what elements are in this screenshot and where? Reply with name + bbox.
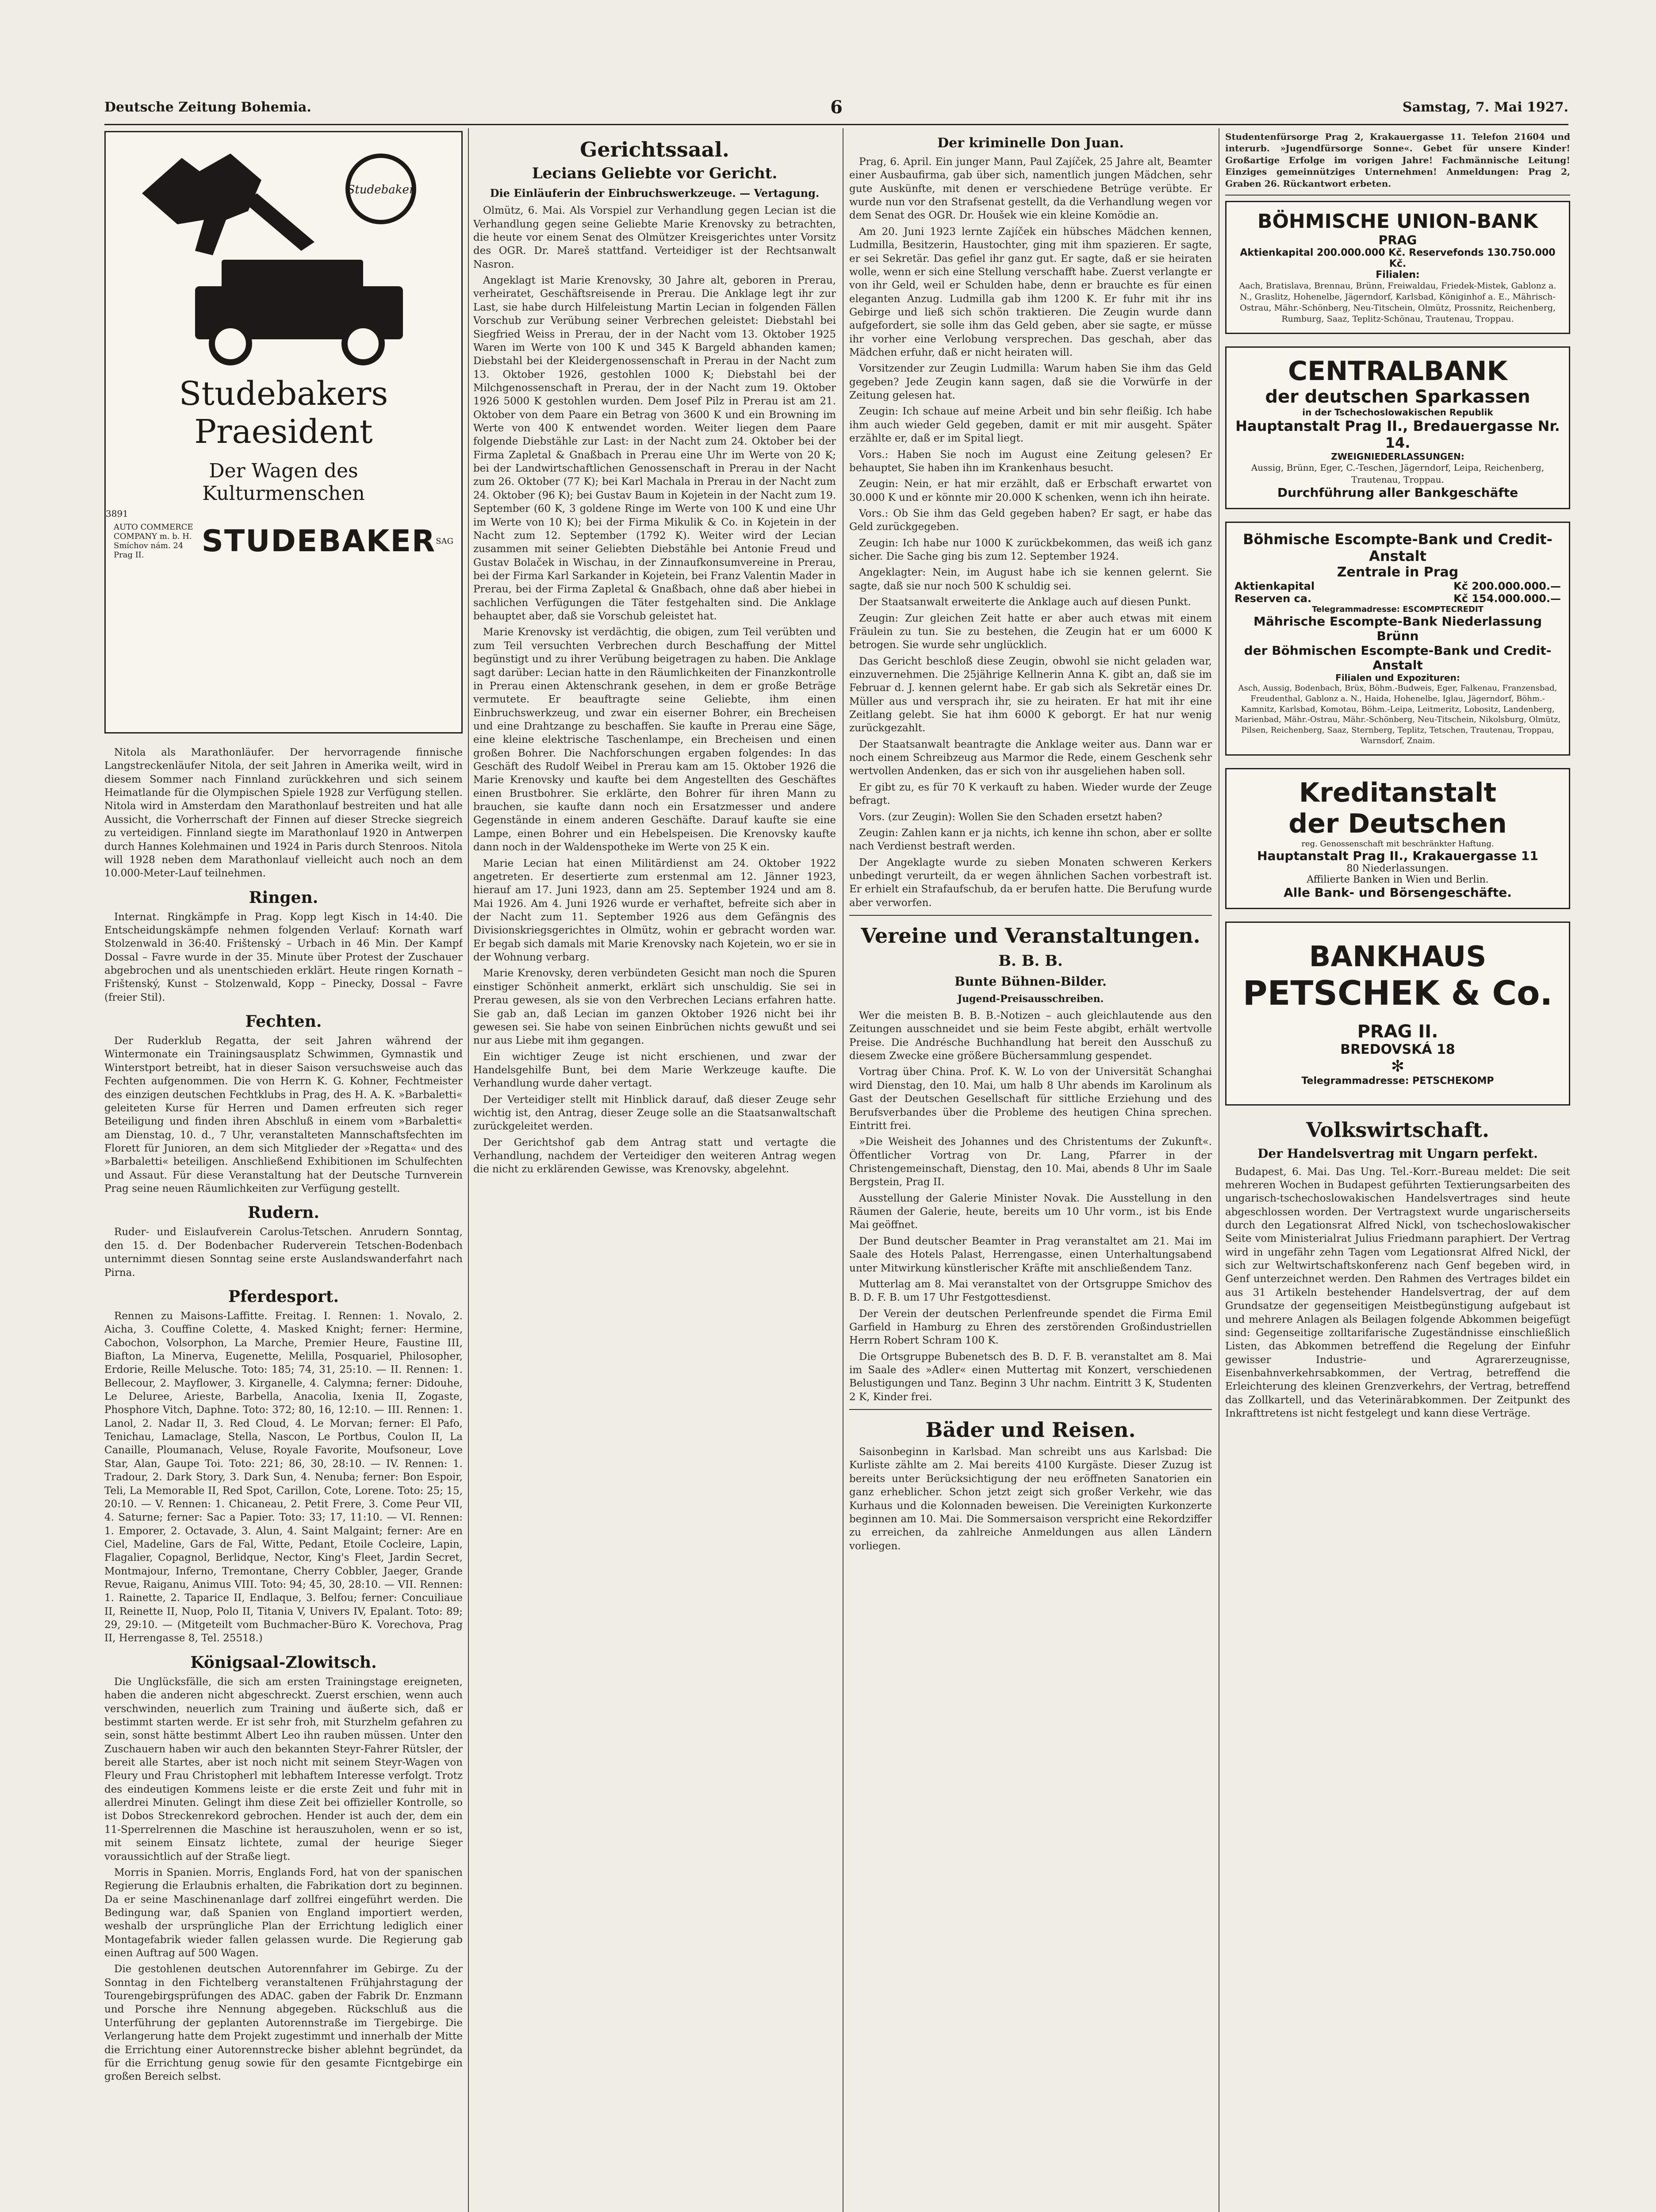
newspaper-name: Deutsche Zeitung Bohemia. bbox=[104, 99, 311, 115]
ad-slogan-line2: Kulturmenschen bbox=[202, 482, 365, 505]
paragraph: Mutterlag am 8. Mai veranstaltet von der Ortsgruppe Smichov des B. D. F. B. um 17 Uhr Festgottesdienst. bbox=[849, 1278, 1212, 1304]
paragraph: Budapest, 6. Mai. Das Ung. Tel.-Korr.-Bureau meldet: Die seit mehreren Wochen in Budapest geführten Textierungsarbeiten des ungarisch-tschechoslowakischen Handelsvertrages sind heute abgeschlossen worden. Der Vertragstext wurde ungarischerseits durch den Legationsrat Alfred Nickl, von tschechoslowakischer Seite vom Ministerialrat Julius Friedmann paraphiert. Der Vertrag wird in ungefähr zehn Tagen vom Legationsrat Alfred Nickl, der sich zur Weltwirtschaftskonferenz nach Genf begeben wird, in Genf unterzeichnet werden. Den Rahmen des Vertrages bildet ein aus 31 Artikeln bestehender Handelsvertrag, der auf dem Grundsatze der gegenseitigen Meistbegünstigung aufgebaut ist und mehrere Anlagen als Beilagen folgende Abkommen beigefügt sind: Gegenseitige zolltarifarische Zugeständnisse einschließlich Listen, das Abkommen betreffend die Regelung der Einfuhr gewisser Industrie- und Agrarerzeugnisse, Eisenbahnverkehrsabkommen, der Vertrag, betreffend die Erleichterung des kleinen Grenzverkehrs, der Vertrag, betreffend das Zollkartell, und das Veterinärabkommen. Der Zeitpunkt des Inkrafttretens ist nicht festgelegt und kann diese Verträge. bbox=[1225, 1166, 1570, 1420]
subheading: B. B. B. bbox=[998, 952, 1063, 970]
column-1 bbox=[104, 131, 463, 2212]
paragraph: Er gibt zu, es für 70 K verkauft zu haben. Wieder wurde der Zeuge befragt. bbox=[849, 781, 1212, 807]
article-body bbox=[849, 155, 1212, 910]
paragraph: Ein wichtiger Zeuge ist nicht erschienen, und zwar der Handelsgehilfe Bunt, bei dem Marie Werkzeuge kaufte. Die Verhandlung wurde daher vertagt. bbox=[473, 1051, 836, 1090]
paragraph: Das Gericht beschloß diese Zeugin, obwohl sie nicht geladen war, einzuvernehmen. Die 25jährige Kellnerin Anna K. gibt an, daß sie im Februar d. J. kennen gelernt habe. Er gab sich als Sekretär eines Dr. Müller aus und versprach ihr, sie zu heiraten. Er hat mit ihr eine Zeitlang gelebt. Sie hat ihm 6000 K geborgt. Er hat nur wenig zurückgezahlt. bbox=[849, 655, 1212, 734]
escompte-brno2: der Böhmischen Escompte-Bank und Credit-Anstalt bbox=[1244, 643, 1552, 673]
article-subheadline: Die Einläuferin der Einbruchswerkzeuge. — Vertagung. bbox=[490, 187, 820, 200]
kreditanstalt-aff: Affilierte Banken in Wien und Berlin. bbox=[1307, 874, 1489, 885]
union-bank-city: PRAG bbox=[1378, 232, 1417, 247]
column-3 bbox=[849, 131, 1212, 2212]
escompte-reserve-value: Kč 154.000.000.— bbox=[1453, 592, 1561, 605]
escompte-capital-value: Kč 200.000.000.— bbox=[1453, 580, 1561, 593]
union-bank-capital: Aktienkapital 200.000.000 Kč. Reservefonds 130.750.000 Kč. bbox=[1240, 247, 1556, 269]
subheading: Bunte Bühnen-Bilder. bbox=[954, 974, 1107, 989]
section-heading-baeder: Bäder und Reisen. bbox=[925, 1418, 1136, 1442]
article-pferdesport: Rennen zu Maisons-Laffitte. Freitag. I. Rennen: 1. Novalo, 2. Aicha, 3. Couffine Colette, 4. Masked Knight; ferner: Hermine, Cabochon, Volsorphon, La Marche, Premier Heure, Faustine III, Biafton, La Minerva, Eugenette, Melilla, Posquariel, Philosopher, Erdorie, Reille Melusche. Toto: 185; 74, 31, 25:10. — II. Rennen: 1. Bellecour, 2. Mayflower, 3. Kirganelle, 4. Calymna; ferner: Didouhe, Le Deluree, Arieste, Barbella, Anacolia, Ixenia II, Zogaste, Phosphore Vitch, Daphne. Toto: 372; 80, 16, 12:10. — III. Rennen: 1. Lanol, 2. Nadar II, 3. Red Cloud, 4. Le Morvan; ferner: El Pafo, Tenichau, Lamaclage, Stella, Nascon, Le Portbus, Coulon II, La Canaille, Ploumanach, Veluse, Royale Favorite, Moufsoneur, Love Star, Alan, Gaupe Toi. Toto: 221; 86, 30, 28:10. — IV. Rennen: 1. Tradour, 2. Dark Story, 3. Dark Sun, 4. Nenuba; ferner: Bon Espoir, Teli, La Memorable II, Red Spot, Carillon, Cote, Lorene. Toto: 25; 15, 20:10. — V. Rennen: 1. Chicaneau, 2. Petit Frere, 3. Come Peur VII, 4. Saturne; ferner: Sac a Papier. Toto: 33; 17, 11:10. — VI. Rennen: 1. Emporer, 2. Octavade, 3. Alun, 4. Saint Malgaint; ferner: Are en Ciel, Madeline, Gars de Fal, Witte, Pedant, Etoile Cocleire, Lapin, Flagalier, Copagnol, Berlidque, Nector, King's Fleet, Jardin Secret, Montmajour, Inferno, Tremontane, Cherry Cobbler, Jaeger, Grande Revue, Raiganu, Animus VIII. Toto: 94; 45, 30, 28:10. — VII. Rennen: 1. Rainette, 2. Taparice II, Endlaque, 3. Belfou; ferner: Concuiliaue II, Reinette II, Nuop, Polo II, Titania V, Univers IV, Epalant. Toto: 89; 29, 29:10. — (Mitgeteilt vom Buchmacher-Büro K. Vorechova, Prag II, Herrengasse 8, Tel. 25518.) bbox=[104, 1310, 463, 1644]
header-rule bbox=[104, 124, 1568, 125]
escompte-zentrale: Zentrale in Prag bbox=[1337, 565, 1459, 580]
kreditanstalt-ad bbox=[1225, 768, 1570, 909]
kreditanstalt-main: Hauptanstalt Prag II., Krakauergasse 11 bbox=[1257, 848, 1538, 863]
ad-title-line1: Studebakers bbox=[179, 375, 388, 413]
article-koenigsaal: Die Unglücksfälle, die sich am ersten Trainingstage ereigneten, haben die anderen nicht abgeschreckt. Zuerst erschien, wenn auch verschwinden, neuerlich zum Training und äußerte sich, daß er bestimmt starten werde. Er ist sehr froh, mit Sturzhelm gefahren zu sein, sonst hätte bestimmt Albert Leo ihn rauben müssen. Unter den Zuschauern haben wir auch den bekannten Steyr-Fahrer Rütsler, der bereit alle Startes, aber ist noch nicht mit seinem Steyr-Wagen von Fleury und Frau Christopherl mit lebhaftem Interesse verfolgt. Trotz des eindeutigen Kommens leiste er die erste Zeit und fuhr mit in allerdrei Minuten. Gelingt ihm diese Zeit bei offizieller Kontrolle, so ist Dobos Streckenrekord gebrochen. Hender ist auch der, dem ein 11-Sperrelrennen die Maschine ist herauszuholen, wenn er so ist, mit seinem Einsatz lichtete, zumal der heurige Sieger voraussichtlich auf der Straße liegt. bbox=[104, 1676, 463, 1863]
centralbank-footer: Durchführung aller Bankgeschäfte bbox=[1277, 485, 1518, 500]
centralbank-ad bbox=[1225, 346, 1570, 509]
article-autorennen: Die gestohlenen deutschen Autorennfahrer im Gebirge. Zu der Sonntag in den Fichtelberg veranstaltenen Frühjahrstagung der Tourengebirgsprüfungen des ADAC. gaben der Fabrik Dr. Enzmann und Porsche ihre Nennung abgegeben. Rückschluß aus die Unterführung der geplanten Autorennstraße im Tiergebirge. Die Verlangerung hatte dem Projekt zugestimmt und innerhalb der Mitte die Errichtung einer Autorennstrecke bisher ablehnt begründet, da für die Errichtung genug sowie für den gesamte Ficntgebirge ein großen Bereich selbst. bbox=[104, 1963, 463, 2083]
article-nitola: Nitola als Marathonläufer. Der hervorragende finnische Langstreckenläufer Nitola, der seit Jahren in Amerika weilt, wird in diesem Sommer nach Finnland zurückkehren und sich seinem Heimatlande für die Olympischen Spiele 1928 zur Verfügung stellen. Nitola wird in Amsterdam den Marathonlauf bestreiten und hat alle Aussicht, die Vorherrschaft der Finnen auf dieser Strecke siegreich zu verteidigen. Finnland siegte im Marathonlauf 1920 in Antwerpen durch Hannes Kolehmainen und 1924 in Paris durch Stenroos. Nitola will 1928 neben dem Marathonlauf vielleicht auch noch an dem 10.000-Meter-Lauf teilnehmen. bbox=[104, 747, 463, 879]
escompte-bank-ad bbox=[1225, 522, 1570, 756]
kreditanstalt-reg: reg. Genossenschaft mit beschränkter Haftung. bbox=[1301, 839, 1494, 849]
centralbank-cities: Aussig, Brünn, Eger, C.-Teschen, Jägerndorf, Leipa, Reichenberg, Trautenau, Troppau. bbox=[1251, 462, 1545, 485]
paragraph: Vors.: Ob Sie ihm das Geld gegeben haben? Er sagt, er habe das Geld zurückgegeben. bbox=[849, 507, 1212, 533]
petschek-telegram: Telegrammadresse: PETSCHEKOMP bbox=[1301, 1075, 1494, 1087]
issue-date: Samstag, 7. Mai 1927. bbox=[1402, 99, 1568, 115]
paragraph: Am 20. Juni 1923 lernte Zajíček ein hübsches Mädchen kennen, Ludmilla, Besitzerin, Haustochter, ging mit ihm spazieren. Er sagte, er sei Sekretär. Das gefiel ihr ganz gut. Er sagte, daß er sie heiraten wolle, wenn er sich eine Stellung verschafft habe. Zuerst verlangte er von ihr Geld, weil er Schulden habe, denn er brauchte es für einen eleganten Anzug. Ludmilla gab ihm 1200 K. Er fuhr mit ihr ins Gebirge und ließ sich schön traktieren. Die Zeugin wurde dann aufgefordert, sie solle ihm das Geld geben, aber sie sagte, er müsse ihr vorher eine Verlobung versprechen. Das geschah, aber das Mädchen erfuhr, daß er nicht heiraten will. bbox=[849, 226, 1212, 359]
paragraph: Zeugin: Ich habe nur 1000 K zurückbekommen, das weiß ich ganz sicher. Die Sache ging bis zum 12. September 1924. bbox=[849, 537, 1212, 563]
article-body bbox=[473, 204, 836, 1176]
escompte-brno1: Mährische Escompte-Bank Niederlassung Brünn bbox=[1253, 614, 1542, 644]
section-heading: Pferdesport. bbox=[228, 1287, 339, 1306]
section-heading: Königsaal-Zlowitsch. bbox=[190, 1653, 377, 1672]
ad-slogan-line1: Der Wagen des bbox=[209, 460, 358, 482]
paragraph: Vors.: Haben Sie noch im August eine Zeitung gelesen? Er behauptet, Sie haben ihn im Krankenhaus besucht. bbox=[849, 449, 1212, 474]
escompte-title: Böhmische Escompte-Bank und Credit-Anstalt bbox=[1243, 531, 1552, 565]
divider bbox=[849, 1409, 1212, 1410]
divider bbox=[849, 915, 1212, 916]
paragraph: Der Staatsanwalt erweiterte die Anklage auch auf diesen Punkt. bbox=[859, 596, 1191, 608]
paragraph: Wer die meisten B. B. B.-Notizen – auch gleichlautende aus den Zeitungen ausschneidet und sie beim Feste abgibt, erhält wertvolle Preise. Die Andrésche Buchhandlung hat bereit den Ausschuß zu diesem Zwecke eine größere Büchersammlung gespendet. bbox=[849, 1010, 1212, 1062]
article-rudern: Ruder- und Eislaufverein Carolus-Tetschen. Anrudern Sonntag, den 15. d. Der Bodenbacher Ruderverein Tetschen-Bodenbach unternimmt diesen Sonntag seine erste Auslandswanderfahrt nach Pirna. bbox=[104, 1226, 463, 1279]
centralbank-main: Hauptanstalt Prag II., Bredauergasse Nr. 14. bbox=[1235, 418, 1560, 452]
studebaker-logo-script: Studebaker bbox=[347, 183, 415, 196]
studebaker-ad bbox=[104, 131, 463, 733]
paragraph: Olmütz, 6. Mai. Als Vorspiel zur Verhandlung gegen Lecian ist die Verhandlung gegen seine Geliebte Marie Krenovsky zu betrachten, die heute vor einem Senat des Olmützer Kreisgerichtes unter Vorsitz des OGR. Dr. Mareš stattfand. Verteidiger ist der Rechtsanwalt Nasron. bbox=[473, 205, 836, 270]
article-body bbox=[104, 746, 463, 880]
car-illustration-icon bbox=[115, 140, 452, 370]
paragraph: Saisonbeginn in Karlsbad. Man schreibt uns aus Karlsbad: Die Kurliste zählte am 2. Mai bereits 4100 Kurgäste. Dieser Zuzug ist bereits unter Berücksichtigung der neu eröffneten Sanatorien ein ganz erheblicher. Schon jetzt zeigt sich großer Verkehr, wie das Kurhaus und die Kolonnaden beweisen. Die Vereinigten Kurkonzerte beginnen am 10. Mai. Die Sommersaison verspricht eine Rekordziffer zu erreichen, da zahlreiche Anmeldungen aus allen Ländern vorliegen. bbox=[849, 1446, 1212, 1552]
section-heading: Rudern. bbox=[248, 1203, 319, 1222]
paragraph: »Die Weisheit des Johannes und des Christentums der Zukunft«. Öffentlicher Vortrag von Dr. Lang, Pfarrer in der Christengemeinschaft, Dienstag, den 10. Mai, abends 8 Uhr im Saale Bergstein, Prag II. bbox=[849, 1136, 1212, 1188]
petschek-title1: BANKHAUS bbox=[1309, 940, 1487, 973]
divider bbox=[1225, 195, 1570, 196]
paragraph: Die Ortsgruppe Bubenetsch des B. D. F. B. veranstaltet am 8. Mai im Saale des »Adler« einen Muttertag mit Konzert, verschiedenen Belustigungen und Tanz. Beginn 3 Uhr nachm. Eintritt 3 K, Studenten 2 K, Kinder frei. bbox=[849, 1351, 1212, 1403]
paragraph: Zeugin: Nein, er hat mir erzählt, daß er Erbschaft erwartet von 30.000 K und er könnte mir 20.000 K schenken, wenn ich ihn heirate. bbox=[849, 478, 1212, 503]
article-headline: Der Handelsvertrag mit Ungarn perfekt. bbox=[1257, 1146, 1538, 1161]
column-separator bbox=[468, 128, 469, 2212]
petschek-city: PRAG II. bbox=[1357, 1021, 1438, 1042]
paragraph: Marie Krenovsky, deren verbündeten Gesicht man noch die Spuren einstiger Schönheit anmerkt, erklärt sich unschuldig. Sie sei in Prerau gewesen, als sie von den Verbrechen Lecians erfahren hatte. Sie gab an, daß Lecian im ganzen Oktober 1926 nicht bei ihr gewesen sei. Sie habe von seinen Einbrüchen nichts gewußt und sei nur aus Liebe mit ihm gegangen. bbox=[473, 968, 836, 1047]
kreditanstalt-title2: der Deutschen bbox=[1288, 808, 1507, 839]
paragraph: Zeugin: Zur gleichen Zeit hatte er aber auch etwas mit einem Fräulein zu tun. Sie zu bestehen, die Zeugin hat er um 6000 K betrogen. Sie wurde sehr unglücklich. bbox=[849, 612, 1212, 651]
union-bank-cities: Aach, Bratislava, Brennau, Brünn, Freiwaldau, Friedek-Mistek, Gablonz a. N., Graslitz, Hohenelbe, Jägerndorf, Karlsbad, Königinhof a. E., Mährisch-Ostrau, Mähr.-Schönberg, Neu-Titschein, Olmütz, Prossnitz, Reichenberg, Rumburg, Saaz, Teplitz-Schönau, Trautenau, Troppau. bbox=[1239, 280, 1556, 324]
centralbank-sub2: in der Tschechoslowakischen Republik bbox=[1302, 407, 1493, 418]
studebaker-brand: STUDEBAKER bbox=[201, 523, 436, 559]
article-ringen: Internat. Ringkämpfe in Prag. Kopp legt Kisch in 14:40. Die Entscheidungskämpfe nehmen folgenden Verlauf: Kornath warf Stolzenwald in 36:40. Frištenský – Urbach in 46 Min. Der Kampf Dossal – Favre wurde in der 35. Minute über Protest der Zuschauer abgebrochen und als unentschieden erklärt. Heute ringen Kornath – Frištenský, Kunst – Stolzenwald, Kopp – Pinecky, Dossal – Favre (freier Stil). bbox=[104, 911, 463, 1003]
paragraph: Vorsitzender zur Zeugin Ludmilla: Warum haben Sie ihm das Geld gegeben? Jede Zeugin kann sagen, daß sie die Vorwürfe in der Zeitung gelesen hat. bbox=[849, 363, 1212, 402]
section-heading: Fechten. bbox=[245, 1012, 322, 1031]
union-bank-filialen-label: Filialen: bbox=[1376, 269, 1420, 280]
ad-sag: SAG bbox=[436, 536, 453, 546]
escompte-cities: Asch, Aussig, Bodenbach, Brüx, Böhm.-Budweis, Eger, Falkenau, Franzensbad, Freudenthal, Gablonz a. N., Haida, Hohenelbe, Iglau, Jägerndorf, Böhm.-Kamnitz, Karlsbad, Komotau, Böhm.-Leipa, Leitmeritz, Lobositz, Landenberg, Marienbad, Mähr.-Ostrau, Mähr.-Schönberg, Neu-Titschein, Nikolsburg, Olmütz, Pilsen, Reichenberg, Saaz, Sternberg, Teplitz, Tetschen, Trautenau, Troppau, Warnsdorf, Znaim. bbox=[1234, 684, 1561, 745]
centralbank-sub1: der deutschen Sparkassen bbox=[1265, 387, 1530, 407]
article-headline: Lecians Geliebte vor Gericht. bbox=[532, 165, 778, 183]
union-bank-ad bbox=[1225, 201, 1570, 334]
kreditanstalt-nieder: 80 Niederlassungen. bbox=[1346, 863, 1449, 874]
paragraph: Der Angeklagte wurde zu sieben Monaten schweren Kerkers unbedingt verurteilt, da er wegen ähnlichen Sachen vorbestraft ist. Er erhielt ein Strafaufschub, da er berufen hatte. Die Berufung wurde aber verworfen. bbox=[849, 856, 1212, 909]
centralbank-title: CENTRALBANK bbox=[1288, 356, 1507, 387]
kreditanstalt-footer: Alle Bank- und Börsengeschäfte. bbox=[1284, 885, 1512, 900]
paragraph: Vors. (zur Zeugin): Wollen Sie den Schaden ersetzt haben? bbox=[859, 811, 1162, 823]
section-heading: Ringen. bbox=[249, 888, 318, 907]
notice-jugendfuersorge: Studentenfürsorge Prag 2, Krakauergasse 11. Telefon 21604 und interurb. »Jugendfürsorge Sonne«. Gebet für unsere Kinder! Großartige Erfolge im vorigen Jahre! Fachmännische Leitung! Einziges gemeinnütziges Unternehmen! Anmeldungen: Prag 2, Graben 26. Rückantwort erbeten. bbox=[1225, 131, 1570, 189]
paragraph: Vortrag über China. Prof. K. W. Lo von der Universität Schanghai wird Dienstag, den 10. Mai, um halb 8 Uhr abends im Karolinum als Gast der Deutschen Gesellschaft für sittliche Erziehung und des Berufsverbandes über die Probleme des heutigen China sprechen. Eintritt frei. bbox=[849, 1066, 1212, 1132]
article-fechten: Der Ruderklub Regatta, der seit Jahren während der Wintermonate ein Trainingsausplatz Schwimmen, Gymnastik und Winterstport betreibt, hat in dieser Saison versuchsweise auch das Fechten aufgenommen. Die von Herrn K. G. Kohner, Fechtmeister des einzigen deutschen Fechtklubs in Prag, des H. A. K. »Barbaletti« geleiteten Kurse für Herren und Damen erfreuten sich reger Beteiligung und finden ihren Abschluß in einem vom »Barbaletti« am Dienstag, 10. d., 7 Uhr, veranstalteten Mannschaftsfechten im Florett für Junioren, an dem sich Mitglieder der »Regatta« und des »Barbaletti« beteiligen. Anschließend Exhibitionen im Schulfechten und Assaut. Für diese Veranstaltung hat der Deutsche Turnverein Prag seine neuen Räumlichkeiten zur Verfügung gestellt. bbox=[104, 1035, 463, 1195]
paragraph: Ausstellung der Galerie Minister Novak. Die Ausstellung in den Räumen der Galerie, heute, bereits um 10 Uhr vorm., ist bis Ende Mai geöffnet. bbox=[849, 1192, 1212, 1231]
section-heading-volkswirtschaft: Volkswirtschaft. bbox=[1306, 1118, 1490, 1142]
petschek-title2: PETSCHEK & Co. bbox=[1242, 973, 1553, 1013]
union-bank-title: BÖHMISCHE UNION-BANK bbox=[1257, 210, 1538, 233]
escompte-telegram: Telegrammadresse: ESCOMPTECREDIT bbox=[1312, 605, 1484, 614]
paragraph: Marie Lecian hat einen Militärdienst am 24. Oktober 1922 angetreten. Er desertierte zum erstenmal am 12. Jänner 1923, hierauf am 17. Juni 1923, dann am 25. September 1924 und am 8. Mai 1926. Am 4. Juni 1926 wurde er verhaftet, befreite sich aber in der Nacht zum 11. September 1926 aus dem Gefängnis des Divisionskriegsgerichtes in Olmütz, wohin er gebracht worden war. Er begab sich damals mit Marie Krenovsky nach Kojetein, wo er sie in der Wohnung verbarg. bbox=[473, 857, 836, 964]
escompte-reserve-label: Reserven ca. bbox=[1234, 592, 1312, 605]
paragraph: Angeklagt ist Marie Krenovsky, 30 Jahre alt, geboren in Prerau, verheiratet, Geschäftsreisende in Prerau. Die Anklage legt ihr zur Last, sie habe durch Hilfeleistung Martin Lecian in folgenden Fällen Vorschub zur Verübung seiner Verbrechen geleistet: Diebstahl bei Siegfried Weiss in Prerau, der in der Nacht vom 13. Oktober 1925 Waren im Werte von 100 K und 345 K Bargeld abhanden kamen; Diebstahl bei der Kleidergenossenschaft in Prerau in der Nacht zum 13. Oktober 1926, gestohlen 1000 K; Diebstahl bei der Milchgenossenschaft in Prerau, der in der Nacht zum 19. Oktober 1926 5000 K gestohlen wurden. Dem Josef Pilz in Prerau ist am 21. Oktober von dem Paare ein Betrag von 3600 K und ein Browning im Werte von 400 K entwendet worden. Weiter liegen dem Paare folgende Diebstähle zur Last: in der Nacht zum 24. Oktober bei der Firma Zapletal & Gnaßbach in Prerau eine Uhr im Werte von 20 K; bei der Landwirtschaftlichen Genossenschaft in Prerau in der Nacht zum 26. Oktober (77 K); bei Karl Machala in Prerau in der Nacht zum 24. Oktober (96 K); bei Gustav Baum in Kojetein in der Nacht zum 19. September (60 K, 3 goldene Ringe im Werte von 100 K und eine Uhr im Werte von 10 K); bei der Firma Mikulik & Co. in Kojetein in der Nacht zum 12. September (1792 K). Weiter wird der Lecian zusammen mit seiner Geliebten Diebstähle bei Antonie Freud und Gustav Bolaček in Wischau, in der Zinnaufkonsumvereine in Prerau, bei der Firma Karl Sarkander in Kojetein, bei Franz Valentin Mader in Prerau, bei der Firma Zapletal & Gnaßbach, ohne daß aber hiebei in sachlichen Verfügungen die Täter festgehalten sind. Die Anklage behauptet aber, daß sie Vorschub geleistet hat. bbox=[473, 275, 836, 622]
page-header bbox=[104, 94, 1568, 120]
article-body bbox=[849, 1445, 1212, 1553]
centralbank-zweig-label: ZWEIGNIEDERLASSUNGEN: bbox=[1331, 451, 1464, 462]
column-4 bbox=[1225, 131, 1570, 2212]
article-headline: Der kriminelle Don Juan. bbox=[937, 135, 1124, 151]
section-heading-vereine: Vereine und Veranstaltungen. bbox=[861, 924, 1200, 948]
article-morris: Morris in Spanien. Morris, Englands Ford, hat von der spanischen Regierung die Erlaubnis erhalten, die Fabrikation dort zu beginnen. Da er seine Maschinenanlage darf zollfrei eingeführt werden. Die Bedingung war, daß Spanien von England importiert werden, weshalb der ursprüngliche Plan der Errichtung lediglich einer Montagefabrik wieder fallen gelassen wurde. Die Regierung gab einen Auftrag auf 500 Wagen. bbox=[104, 1866, 463, 1959]
paragraph: Angeklagter: Nein, im August habe ich sie kennen gelernt. Sie sagte, daß sie nur noch 500 K schuldig sei. bbox=[849, 567, 1212, 592]
paragraph: Der Bund deutscher Beamter in Prag veranstaltet am 21. Mai im Saale des Hotels Palast, Herrengasse, einen Unterhaltungsabend unter Mitwirkung künstlerischer Kräfte mit anschließendem Tanz. bbox=[849, 1235, 1212, 1274]
article-body bbox=[1225, 1165, 1570, 1421]
ad-dealer: AUTO COMMERCE COMPANY m. b. H. Smíchov nám. 24 Prag II. bbox=[114, 522, 193, 560]
escompte-filialen-label: Filialen und Expozituren: bbox=[1335, 672, 1460, 684]
paragraph: Der Verteidiger stellt mit Hinblick darauf, daß dieser Zeuge sehr wichtig ist, den Antrag, dieser Zeuge solle an die Staatsanwaltschaft zurückgeleitet werden. bbox=[473, 1094, 836, 1133]
kreditanstalt-title1: Kreditanstalt bbox=[1299, 777, 1497, 808]
paragraph: Der Staatsanwalt beantragte die Anklage weiter aus. Dann war er noch einem Schreibzeug aus Marmor die Rede, einem Geschenk sehr wertvollen Andenken, das er sich von ihr ausgeliehen haben soll. bbox=[849, 738, 1212, 777]
page-number: 6 bbox=[830, 96, 843, 118]
column-2 bbox=[473, 131, 836, 2212]
paragraph: Der Verein der deutschen Perlenfreunde spendet die Firma Emil Garfield in Hamburg zu Ehren des zerstörenden Großindustriellen Herrn Robert Schram 100 K. bbox=[849, 1308, 1212, 1347]
paragraph: Zeugin: Zahlen kann er ja nichts, ich kenne ihn schon, aber er sollte nach Verdienst bestraft werden. bbox=[849, 827, 1212, 853]
ad-title-line2: Praesident bbox=[194, 413, 373, 451]
subheading: Jugend-Preisausschreiben. bbox=[957, 993, 1104, 1005]
escompte-capital-label: Aktienkapital bbox=[1234, 580, 1315, 593]
section-heading-gericht: Gerichtssaal. bbox=[580, 138, 729, 161]
paragraph: Zeugin: Ich schaue auf meine Arbeit und bin sehr fleißig. Ich habe ihm auch wieder Geld gegeben, damit er mit mir ausgeht. Später erzählte er, daß er im Spital liegt. bbox=[849, 406, 1212, 445]
ornament-icon: ✻ bbox=[1391, 1057, 1405, 1075]
article-body bbox=[849, 1009, 1212, 1404]
ad-code: 3891 bbox=[106, 508, 128, 519]
paragraph: Der Gerichtshof gab dem Antrag statt und vertagte die Verhandlung, nachdem der Verteidiger den weiteren Antrag wegen die nicht zu erklärenden Gewisse, was Krenovsky, abgelehnt. bbox=[473, 1137, 836, 1175]
petschek-ad bbox=[1225, 922, 1570, 1106]
paragraph: Marie Krenovsky ist verdächtig, die obigen, zum Teil verübten und zum Teil versuchten Verbrechen durch Beschaffung der Mittel begünstigt und zu ihrer Verübung beigetragen zu haben. Die Anklage sagt darüber: Lecian hatte in den Räumlichkeiten der Finanzkontrolle in Prerau einen Aktenschrank gesehen, in dem er große Beträge vermutete. Er beauftragte seine Geliebte, ihm einen Einbruchswerkzeug, und zwar ein eiserner Bohrer, ein Brecheisen und eine Drahtzange zu beschaffen. Sie kaufte in Prerau eine Säge, eine kleine elektrische Taschenlampe, ein Brecheisen und einen großen Bohrer. Die Nachforschungen ergaben folgendes: In das Geschäft des Rudolf Weibel in Prerau kam am 15. Oktober 1926 die Marie Krenovsky und kaufte bei dem Angestellten des Geschäftes einen Brustbohrer. Sie erklärte, den Bohrer für ihren Mann zu brauchen, sie kaufte dann noch ein Ersatzmesser und andere Gegenstände in einem anderen Geschäfte. Darauf kaufte sie eine Lampe, einen Bohrer und ein Hebelspeisen. Die Krenovsky kaufte dann noch in der Waldenspotheke im Werte von 25 K ein. bbox=[473, 626, 836, 853]
paragraph: Prag, 6. April. Ein junger Mann, Paul Zajíček, 25 Jahre alt, Beamter einer Ausbaufirma, gab über sich, namentlich jungen Mädchen, sehr gute Auskünfte, mit denen er verschiedene Betrüge verübte. Er wurde nun vor den Strafsenat gestellt, da die Verhandlung wegen vor dem Senat des OGR. Dr. Houšek wie ein kleine Komödie an. bbox=[849, 156, 1212, 222]
petschek-street: BREDOVSKÁ 18 bbox=[1340, 1041, 1455, 1057]
